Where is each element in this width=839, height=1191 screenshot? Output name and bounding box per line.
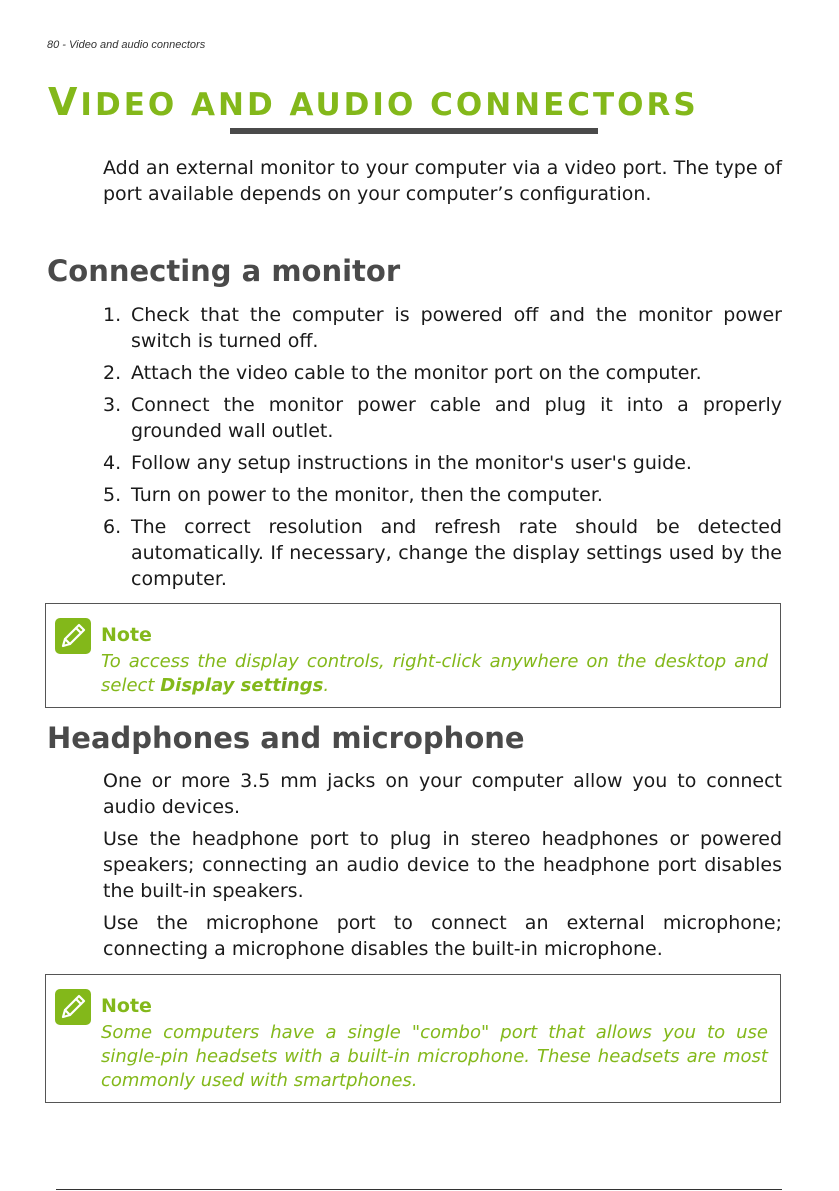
intro-paragraph: Add an external monitor to your computer via a video port. The type of port available depends on your computer’s configuration.	[103, 157, 782, 205]
chapter-title	[48, 80, 788, 124]
footer-rule	[56, 1189, 782, 1190]
heading-headphones-microphone: Headphones and microphone	[47, 721, 525, 755]
audio-paragraph-jacks: One or more 3.5 mm jacks on your computer allow you to connect audio devices.	[103, 770, 782, 818]
note-box-combo-port	[45, 974, 781, 1103]
audio-paragraph-headphone: Use the headphone port to plug in stereo headphones or powered speakers; connecting an audio device to the headphone port disables the built-in speakers.	[103, 828, 782, 902]
list-item: 4. Follow any setup instructions in the monitor's user's guide.	[103, 452, 692, 474]
monitor-steps-list	[103, 302, 782, 598]
chapter-title-rest: IDEO AND AUDIO CONNECTORS	[80, 87, 699, 123]
list-item: 2. Attach the video cable to the monitor port on the computer.	[103, 362, 702, 384]
list-item: 3. Connect the monitor power cable and plug it into a properly grounded wall outlet.	[103, 394, 782, 442]
pencil-icon	[55, 618, 91, 654]
chapter-title-initial: V	[48, 80, 81, 124]
pencil-icon	[55, 989, 91, 1025]
running-head: 80 - Video and audio connectors	[47, 39, 206, 51]
list-item: 6. The correct resolution and refresh rate should be detected automatically. If necessary, change the display settings used by the computer.	[103, 516, 782, 590]
note-label: Note	[101, 995, 152, 1017]
heading-connecting-monitor: Connecting a monitor	[47, 254, 401, 288]
display-settings-term: Display settings	[160, 675, 324, 696]
note-box-display-settings	[45, 603, 781, 708]
note-text: Some computers have a single "combo" port that allows you to use single-pin headsets with a built-in microphone. These headsets are most commonly used with smartphones.	[101, 1022, 768, 1091]
note-label: Note	[101, 624, 152, 646]
note-text: To access the display controls, right-click anywhere on the desktop and select Display settings.	[101, 651, 768, 696]
audio-paragraph-microphone: Use the microphone port to connect an external microphone; connecting a microphone disables the built-in microphone.	[103, 912, 782, 960]
title-rule	[230, 128, 598, 134]
list-item: 1. Check that the computer is powered off and the monitor power switch is turned off.	[103, 304, 782, 352]
list-item: 5. Turn on power to the monitor, then the computer.	[103, 484, 603, 506]
